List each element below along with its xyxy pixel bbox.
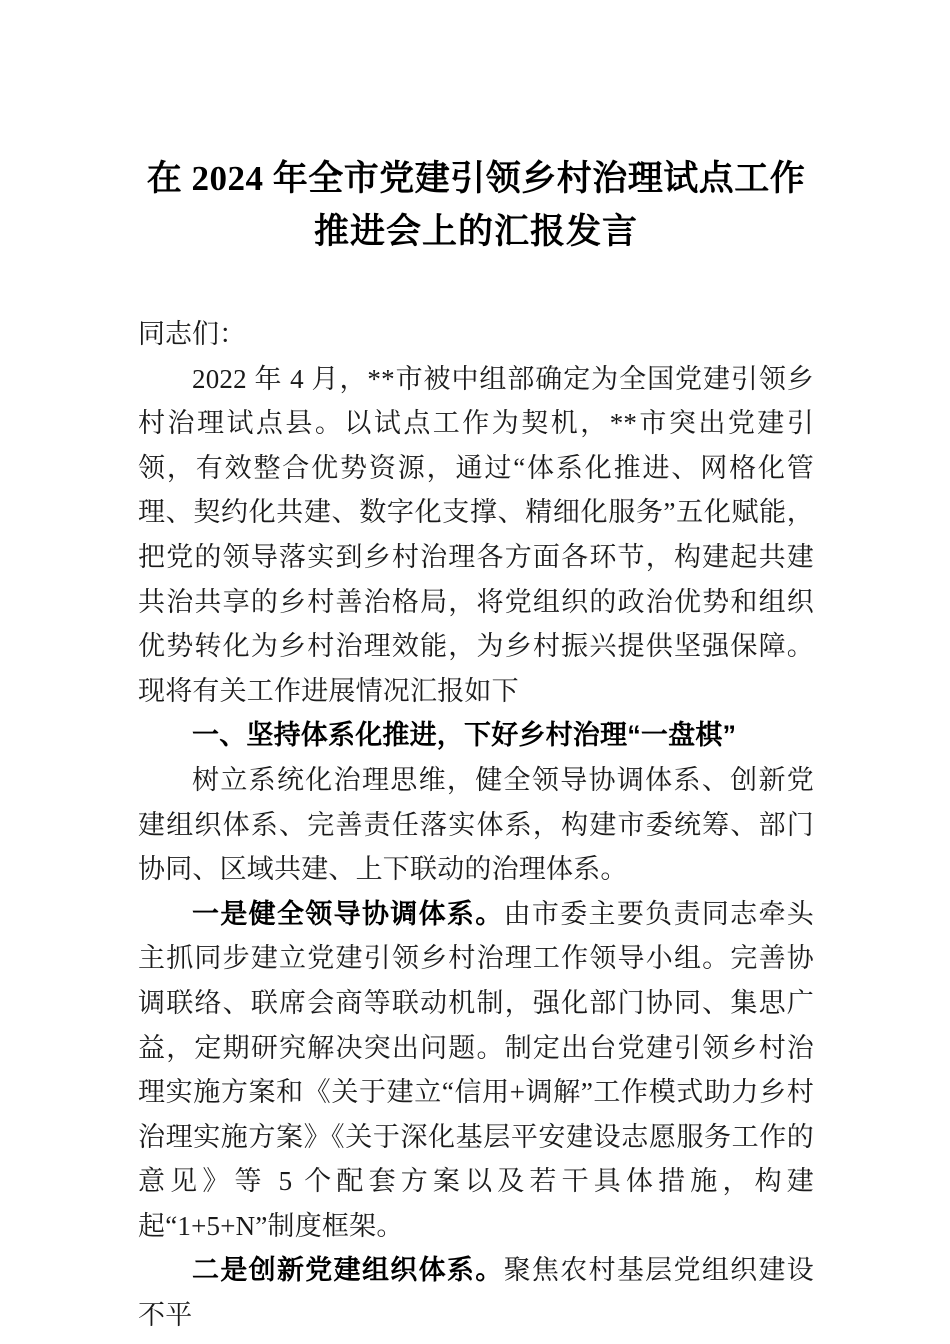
paragraph-point-1-lead: 一是健全领导协调体系。: [192, 898, 504, 929]
paragraph-point-2-lead: 二是创新党建组织体系。: [192, 1255, 504, 1286]
paragraph-point-1-body: 由市委主要负责同志牵头主抓同步建立党建引领乡村治理工作领导小组。完善协调联络、联席会商等联动机制，强化部门协同、集思广益，定期研究解决突出问题。制定出台党建引领乡村治理实施方案和《关于建立“信用+调解”工作模式助力乡村治理实施方案》《关于深化基层平安建设志愿服务工作的意见》等 5 个配套方案以及若干具体措施，构建起“1+5+N”制度框架。: [138, 898, 814, 1241]
document-title-line-1: 在 2024 年全市党建引领乡村治理试点工作: [146, 159, 806, 198]
salutation: 同志们：: [138, 319, 246, 349]
section-heading-1: 一、坚持体系化推进，下好乡村治理“一盘棋”: [192, 720, 737, 751]
paragraph-point-2-body: 聚焦农村基层党组织建设不平: [138, 1255, 814, 1331]
paragraph-section-1-intro: 树立系统化治理思维，健全领导协调体系、创新党建组织体系、完善责任落实体系，构建市委统筹、部门协同、区域共建、上下联动的治理体系。: [138, 764, 814, 885]
document-title-line-2: 推进会上的汇报发言: [313, 212, 638, 251]
paragraph-point-2: [138, 1248, 814, 1337]
paragraph-intro: 2022 年 4 月，**市被中组部确定为全国党建引领乡村治理试点县。以试点工作为契机，**市突出党建引领，有效整合优势资源，通过“体系化推进、网格化管理、契约化共建、数字化支撑、精细化服务”五化赋能，把党的领导落实到乡村治理各方面各环节，构建起共建共治共享的乡村善治格局，将党组织的政治优势和组织优势转化为乡村治理效能，为乡村振兴提供坚强保障。现将有关工作进展情况汇报如下: [138, 363, 814, 706]
paragraph-point-1: [138, 892, 814, 1249]
document-body: [138, 0, 814, 1338]
document-title: [138, 0, 814, 258]
